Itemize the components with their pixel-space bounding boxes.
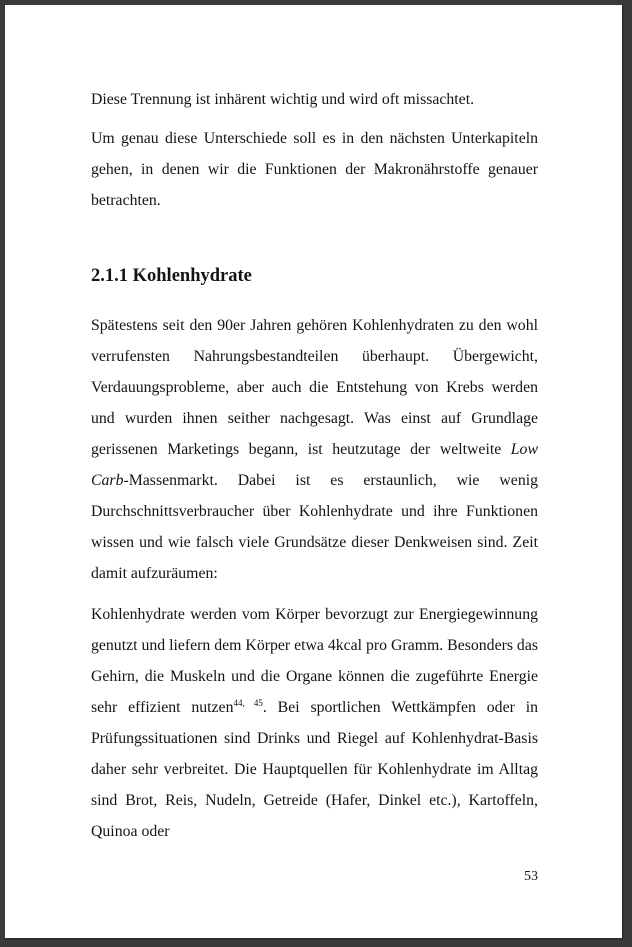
page-number: 53 bbox=[524, 869, 538, 884]
paragraph-carbohydrates-function bbox=[91, 599, 538, 847]
paragraph-text: Spätestens seit den 90er Jahren gehören Kohlenhydraten zu den wohl verrufensten Nahrungsbestandteilen überhaupt. Übergewicht, Verdauungsprobleme, aber auch die Entstehung von Krebs werden und wurden ihnen seither nachgesagt. Was einst auf Grundlage gerissenen Marketings begann, ist heutzutage der weltweite bbox=[91, 317, 538, 458]
book-page bbox=[5, 5, 622, 938]
paragraph-text: Kohlenhydrate werden vom Körper bevorzugt zur Energiegewinnung genutzt und liefern dem Körper etwa 4kcal pro Gramm. Besonders das Gehirn, die Muskeln und die Organe können die zugeführte Energie sehr effizient nutzen bbox=[91, 606, 538, 716]
paragraph-separation-note: Diese Trennung ist inhärent wichtig und wird oft missachtet. bbox=[91, 91, 475, 108]
footnote-reference[interactable]: 44, 45 bbox=[233, 698, 263, 708]
paragraph-text: . Bei sportlichen Wettkämpfen oder in Prüfungssituationen sind Drinks und Riegel auf Kohlenhydrat-Basis daher sehr verbreitet. Die Hauptquellen für Kohlenhydrate im Alltag sind Brot, Reis, Nudeln, Getreide (Hafer, Dinkel etc.), Kartoffeln, Quinoa oder bbox=[91, 699, 538, 840]
paragraph-text: -Massenmarkt. Dabei ist es erstaunlich, wie wenig Durchschnittsverbraucher über Kohlenhydrate und ihre Funktionen wissen und wie falsch viele Grundsätze dieser Denkweisen sind. Zeit damit aufzuräumen: bbox=[91, 472, 538, 582]
paragraph-subchapter-intro: Um genau diese Unterschiede soll es in den nächsten Unterkapiteln gehen, in denen wir die Funktionen der Makronährstoffe genauer betrachten. bbox=[91, 130, 538, 209]
section-heading: 2.1.1 Kohlenhydrate bbox=[91, 266, 252, 286]
italic-term: Low Carb bbox=[91, 441, 538, 489]
paragraph-carbohydrates-reputation bbox=[91, 310, 538, 589]
